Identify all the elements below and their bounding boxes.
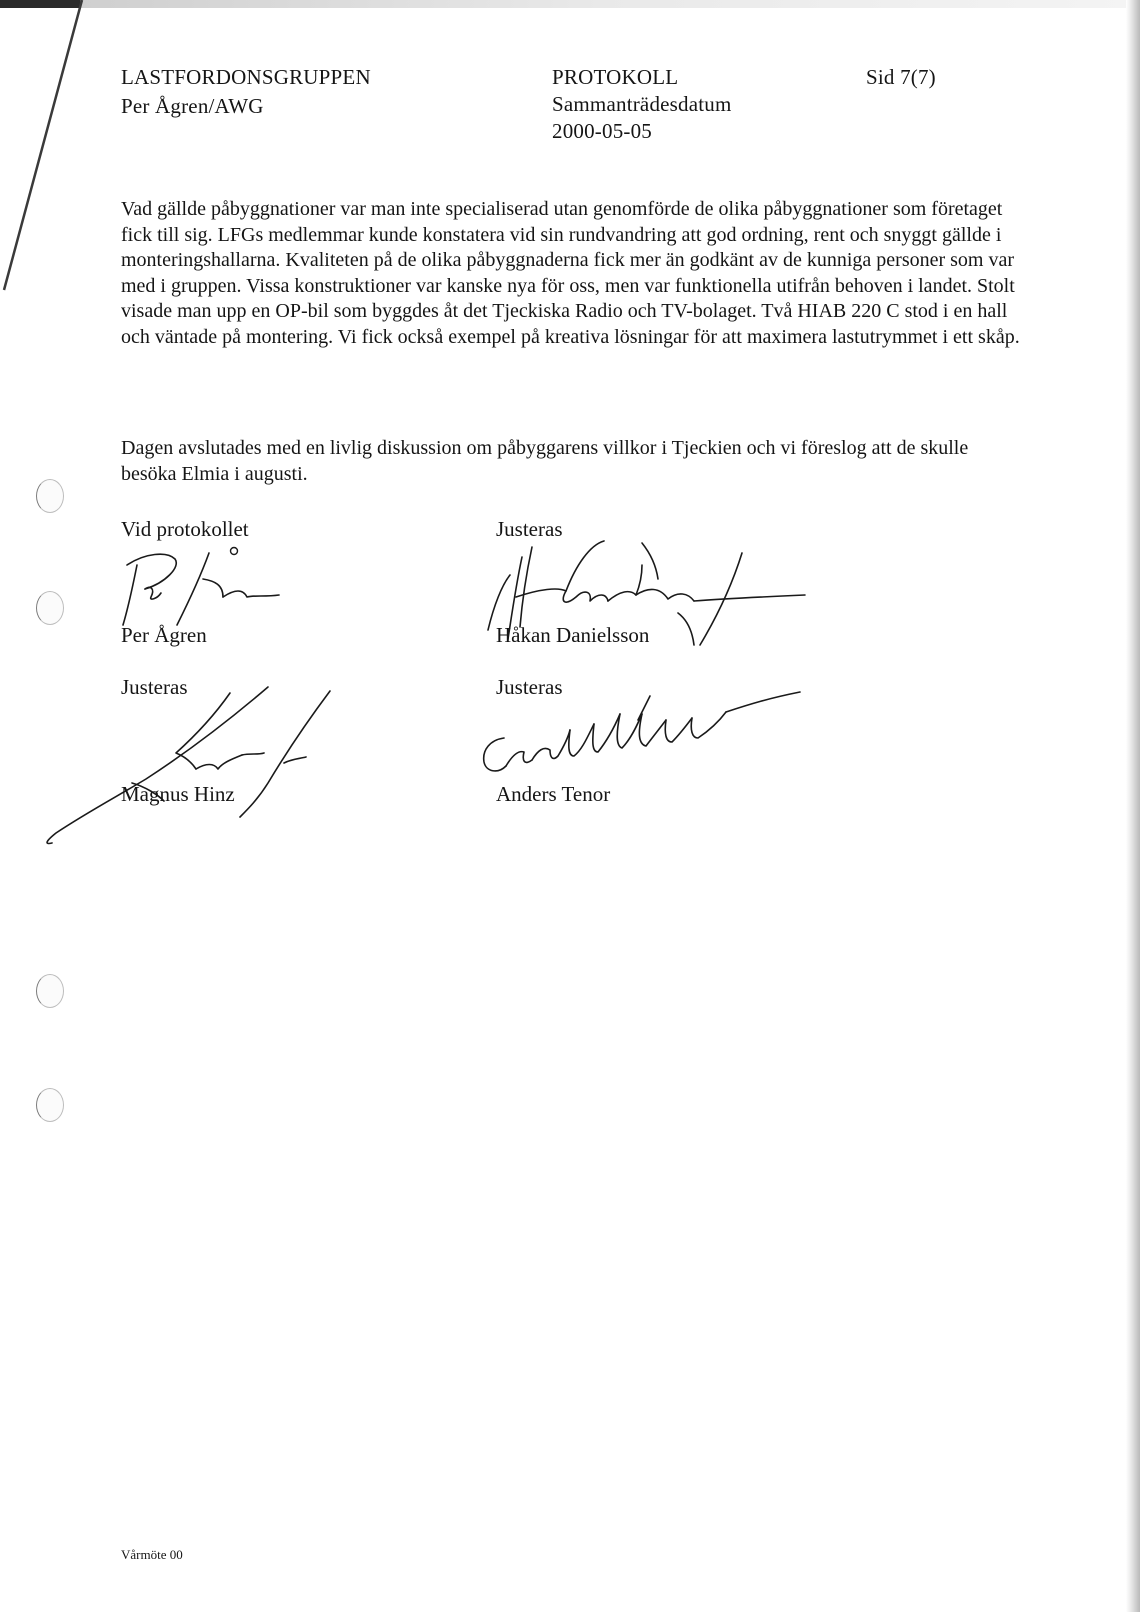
signature-name-per-agren: Per Ågren <box>121 623 207 647</box>
punch-hole <box>36 591 64 625</box>
punch-hole <box>36 974 64 1008</box>
scan-left-edge-line <box>0 0 90 300</box>
signature-name-hakan-danielsson: Håkan Danielsson <box>496 623 650 647</box>
scan-top-edge <box>0 0 1140 8</box>
body-paragraph-1: Vad gällde påbyggnationer var man inte specialiserad utan genomförde de olika påbyggnationer som företaget fick till sig. LFGs medlemmar kunde konstatera vid sin rundvandring att god ordning, rent och snyggt gällde i monteringshallarna. Kvaliteten på de olika påbyggnaderna fick mer än godkänt av de kunniga personer som var med i gruppen. Vissa konstruktioner var kanske nya för oss, men var funktionella utifrån behoven i landet. Stolt visade man upp en OP-bil som byggdes åt det Tjeckiska Radio och TV-bolaget. Två HIAB 220 C stod i en hall och väntade på montering. Vi fick också exempel på kreativa lösningar för att maximera lastutrymmet i ett skåp. <box>121 198 1020 348</box>
header-doc-type: PROTOKOLL <box>552 65 679 89</box>
signature-label-protokoll: Vid protokollet <box>121 517 249 541</box>
footer-meeting-name: Vårmöte 00 <box>121 1547 183 1562</box>
punch-hole <box>36 1088 64 1122</box>
signature-name-anders-tenor: Anders Tenor <box>496 782 611 806</box>
header-date: 2000-05-05 <box>552 119 652 143</box>
signature-anders-tenor <box>470 690 810 790</box>
header-date-label: Sammanträdesdatum <box>552 92 732 116</box>
header-author: Per Ågren/AWG <box>121 94 264 118</box>
body-paragraph-2: Dagen avslutades med en livlig diskussion om påbyggarens villkor i Tjeckien och vi föreslog att de skulle besöka Elmia i augusti. <box>121 437 969 485</box>
signature-magnus-hinz <box>36 683 346 848</box>
scan-right-edge <box>1126 0 1140 1612</box>
header-page-number: Sid 7(7) <box>866 65 936 89</box>
signature-label-justeras-3: Justeras <box>496 675 563 699</box>
header-org: LASTFORDONSGRUPPEN <box>121 65 371 89</box>
signature-name-magnus-hinz: Magnus Hinz <box>121 782 235 806</box>
signature-label-justeras-1: Justeras <box>496 517 563 541</box>
signature-label-justeras-2: Justeras <box>121 675 188 699</box>
signature-hakan-danielsson <box>480 535 820 675</box>
punch-hole <box>36 479 64 513</box>
